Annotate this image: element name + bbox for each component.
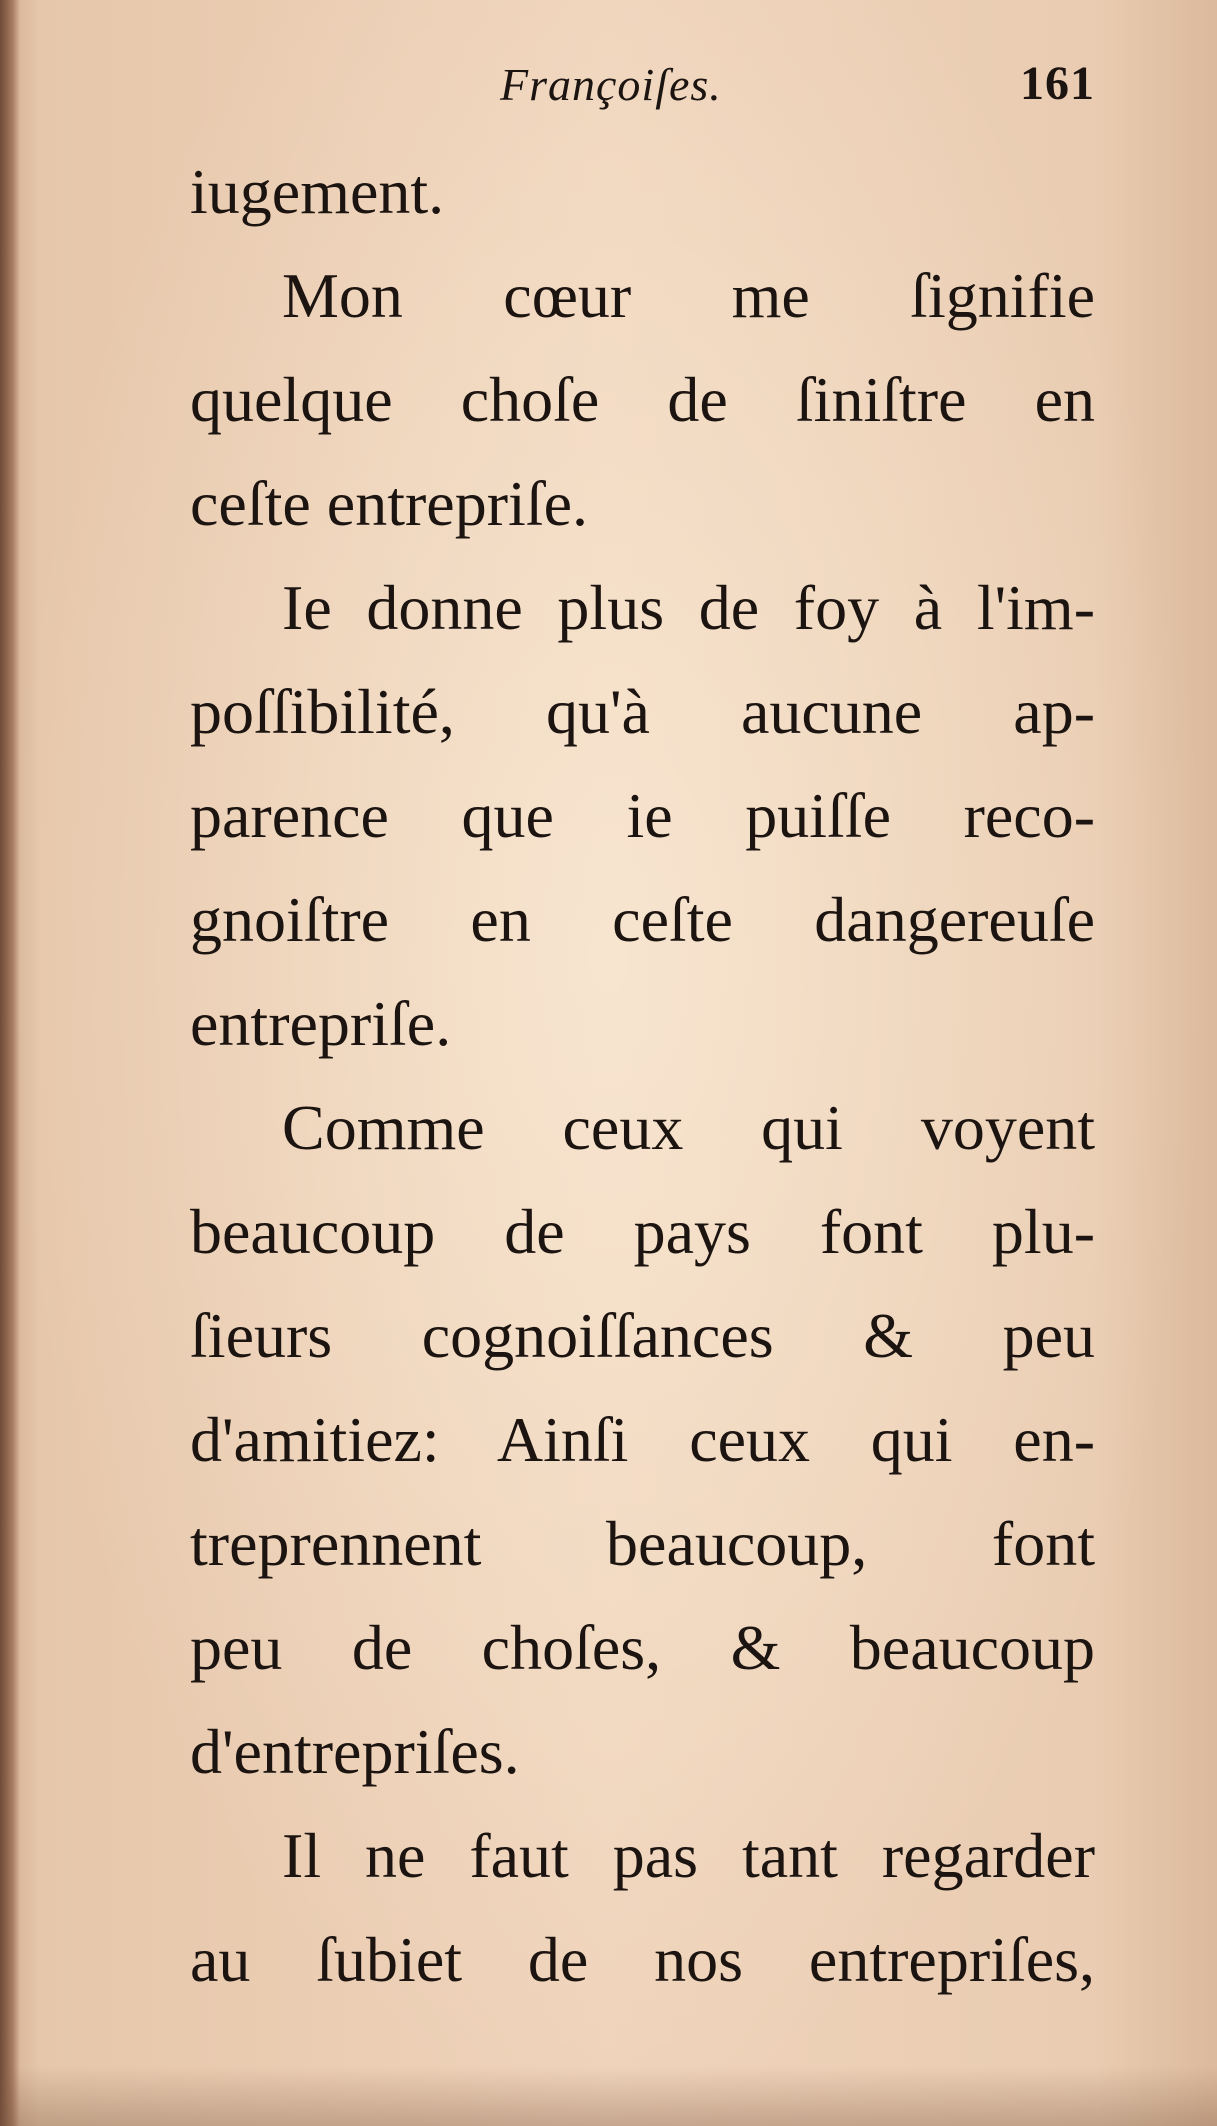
text-line: d'amitiez: Ainſi ceux qui en-	[190, 1404, 1095, 1475]
text-line: iugement.	[190, 156, 445, 227]
page-bottom-shade	[0, 2066, 1217, 2126]
text-line: d'entrepriſes.	[190, 1716, 520, 1787]
text-line: quelque choſe de ſiniſtre en	[190, 364, 1095, 435]
text-line: treprennent beaucoup, font	[190, 1508, 1095, 1579]
text-line: au ſubiet de nos entrepriſes,	[190, 1924, 1095, 1995]
running-head: Françoiſes.	[500, 59, 722, 110]
page-header	[190, 58, 1095, 118]
text-line: poſſibilité, qu'à aucune ap-	[190, 676, 1095, 747]
text-line: gnoiſtre en ceſte dangereuſe	[190, 884, 1095, 955]
text-line: Comme ceux qui voyent	[282, 1092, 1095, 1163]
text-line: beaucoup de pays font plu-	[190, 1196, 1095, 1267]
page-gutter-shadow	[0, 0, 20, 2126]
text-line: Il ne faut pas tant regarder	[282, 1820, 1095, 1891]
body-text	[190, 140, 1095, 2012]
text-line: Mon cœur me ſignifie	[282, 260, 1095, 331]
page-number: 161	[1020, 57, 1095, 110]
text-line: entrepriſe.	[190, 988, 452, 1059]
text-line: ceſte entrepriſe.	[190, 468, 588, 539]
text-line: peu de choſes, & beaucoup	[190, 1612, 1095, 1683]
text-line: Ie donne plus de foy à l'im-	[282, 572, 1095, 643]
text-line: ſieurs cognoiſſances & peu	[190, 1300, 1095, 1371]
text-line: parence que ie puiſſe reco-	[190, 780, 1095, 851]
